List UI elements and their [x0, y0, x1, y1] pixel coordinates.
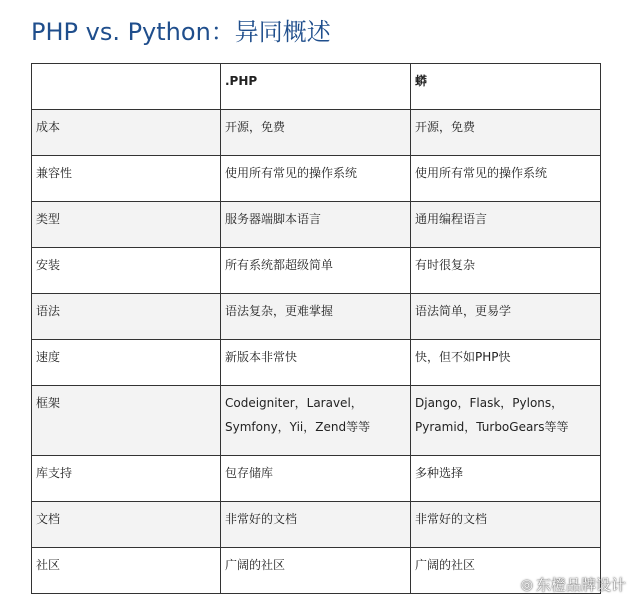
table-row-cost: [32, 110, 601, 156]
php-cell: 非常好的文档: [221, 502, 411, 548]
header-cell-php: .PHP: [221, 64, 411, 110]
php-cell: 语法复杂，更难掌握: [221, 294, 411, 340]
camera-icon: ◎: [520, 576, 533, 593]
php-cell: 新版本非常快: [221, 340, 411, 386]
python-cell: 使用所有常见的操作系统: [411, 156, 601, 202]
table-row-compatibility: [32, 156, 601, 202]
row-label: 成本: [32, 110, 221, 156]
php-cell: 使用所有常见的操作系统: [221, 156, 411, 202]
watermark-text: 东橙品牌设计: [535, 576, 626, 594]
row-label: 速度: [32, 340, 221, 386]
python-cell: 快，但不如PHP快: [411, 340, 601, 386]
table-row-library-support: [32, 456, 601, 502]
row-label: 类型: [32, 202, 221, 248]
python-cell: 开源，免费: [411, 110, 601, 156]
page-title: PHP vs. Python：异同概述: [31, 18, 331, 46]
php-cell: 服务器端脚本语言: [221, 202, 411, 248]
table-row-community: [32, 548, 601, 594]
python-cell: 广阔的社区: [411, 548, 601, 594]
php-cell: 包存储库: [221, 456, 411, 502]
table-row-installation: [32, 248, 601, 294]
comparison-table: [31, 63, 601, 594]
row-label: 框架: [32, 386, 221, 456]
table-row-syntax: [32, 294, 601, 340]
row-label: 库支持: [32, 456, 221, 502]
php-cell: 广阔的社区: [221, 548, 411, 594]
php-cell: 所有系统都超级简单: [221, 248, 411, 294]
row-label: 文档: [32, 502, 221, 548]
python-cell: 多种选择: [411, 456, 601, 502]
row-label: 社区: [32, 548, 221, 594]
table-header-row: [32, 64, 601, 110]
php-cell: Codeigniter，Laravel，Symfony，Yii，Zend等等: [221, 386, 411, 456]
row-label: 语法: [32, 294, 221, 340]
python-cell: 有时很复杂: [411, 248, 601, 294]
table-row-type: [32, 202, 601, 248]
header-cell-empty: [32, 64, 221, 110]
row-label: 安装: [32, 248, 221, 294]
python-cell: 非常好的文档: [411, 502, 601, 548]
header-cell-python: 蟒: [411, 64, 601, 110]
row-label: 兼容性: [32, 156, 221, 202]
watermark: [521, 574, 626, 595]
table-row-documentation: [32, 502, 601, 548]
python-cell: 语法简单，更易学: [411, 294, 601, 340]
python-cell: Django，Flask，Pylons，Pyramid，TurboGears等等: [411, 386, 601, 456]
table-row-frameworks: [32, 386, 601, 456]
table-row-speed: [32, 340, 601, 386]
php-cell: 开源，免费: [221, 110, 411, 156]
python-cell: 通用编程语言: [411, 202, 601, 248]
